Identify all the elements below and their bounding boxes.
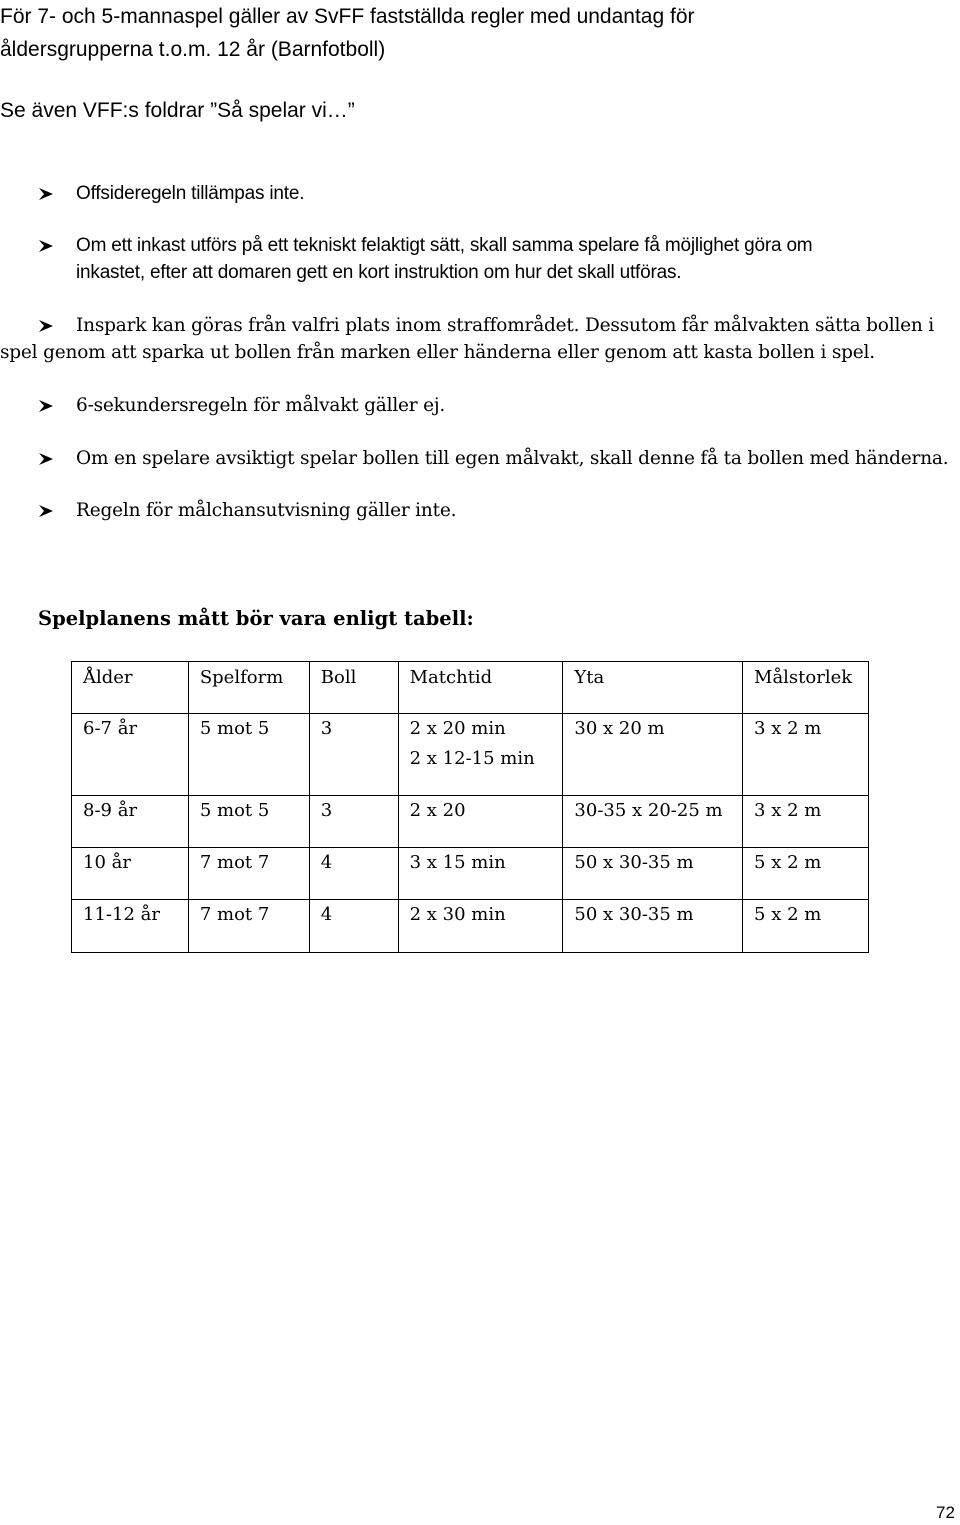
cell-ball: 4 xyxy=(309,900,398,953)
rule-text-line-2: spel genom att sparka ut bollen från marken eller händerna eller genom att kasta bollen i spel. xyxy=(0,342,875,363)
table-header-row xyxy=(72,662,869,714)
arrowhead-bullet-icon xyxy=(38,318,54,334)
arrowhead-bullet-icon xyxy=(38,186,54,202)
rule-text-line-1: Inspark kan göras från valfri plats inom straffområdet. Dessutom får målvakten sätta bollen i xyxy=(76,315,935,336)
cell-area: 30 x 20 m xyxy=(563,714,743,796)
cell-format: 7 mot 7 xyxy=(188,900,309,953)
pitch-dimensions-table xyxy=(71,661,869,953)
column-header-age: Ålder xyxy=(72,662,189,714)
table-row xyxy=(72,848,869,900)
table-row xyxy=(72,900,869,953)
arrowhead-bullet-icon xyxy=(38,503,54,519)
rule-text-line-2: inkastet, efter att domaren gett en kort instruktion om hur det skall utföras. xyxy=(76,262,682,283)
rule-text: 6-sekundersregeln för målvakt gäller ej. xyxy=(76,395,446,416)
cell-match-time-line-2: 2 x 12-15 min xyxy=(409,748,535,769)
cell-age: 10 år xyxy=(72,848,189,900)
cell-goal-size: 3 x 2 m xyxy=(743,796,869,848)
rule-text xyxy=(76,232,956,283)
column-header-area: Yta xyxy=(563,662,743,714)
cell-age: 8-9 år xyxy=(72,796,189,848)
arrowhead-bullet-icon xyxy=(38,398,54,414)
cell-age: 11-12 år xyxy=(72,900,189,953)
cell-match-time: 3 x 15 min xyxy=(398,848,563,900)
heading-line-2: åldersgrupperna t.o.m. 12 år (Barnfotboll) xyxy=(0,38,386,61)
cell-ball: 4 xyxy=(309,848,398,900)
cell-match-time-line-1: 2 x 20 min xyxy=(409,718,506,739)
cell-match-time: 2 x 20 xyxy=(398,796,563,848)
rule-text-line-1: Om ett inkast utförs på ett tekniskt felaktigt sätt, skall samma spelare få möjlighet göra om xyxy=(76,235,813,256)
arrowhead-bullet-icon xyxy=(38,451,54,467)
rule-text xyxy=(0,312,956,363)
cell-ball: 3 xyxy=(309,796,398,848)
table-row xyxy=(72,714,869,796)
cell-goal-size: 5 x 2 m xyxy=(743,848,869,900)
cell-goal-size: 5 x 2 m xyxy=(743,900,869,953)
cell-format: 5 mot 5 xyxy=(188,714,309,796)
cell-age: 6-7 år xyxy=(72,714,189,796)
cell-format: 7 mot 7 xyxy=(188,848,309,900)
cell-area: 30-35 x 20-25 m xyxy=(563,796,743,848)
cell-area: 50 x 30-35 m xyxy=(563,848,743,900)
cell-match-time: 2 x 30 min xyxy=(398,900,563,953)
rule-text: Om en spelare avsiktigt spelar bollen till egen målvakt, skall denne få ta bollen med händerna. xyxy=(76,448,949,469)
cell-match-time xyxy=(398,714,563,796)
arrowhead-bullet-icon xyxy=(38,238,54,254)
page-heading xyxy=(0,0,920,66)
rule-text: Offsideregeln tillämpas inte. xyxy=(76,183,305,204)
table-row xyxy=(72,796,869,848)
table-title: Spelplanens mått bör vara enligt tabell: xyxy=(38,607,474,630)
cell-format: 5 mot 5 xyxy=(188,796,309,848)
column-header-format: Spelform xyxy=(188,662,309,714)
cell-area: 50 x 30-35 m xyxy=(563,900,743,953)
column-header-match-time: Matchtid xyxy=(398,662,563,714)
column-header-goal-size: Målstorlek xyxy=(743,662,869,714)
page-number: 72 xyxy=(936,1503,955,1522)
rule-text: Regeln för målchansutvisning gäller inte. xyxy=(76,500,457,521)
heading-line-1: För 7- och 5-mannaspel gäller av SvFF fastställda regler med undantag för xyxy=(0,5,695,28)
cell-ball: 3 xyxy=(309,714,398,796)
column-header-ball: Boll xyxy=(309,662,398,714)
see-also-note: Se även VFF:s foldrar ”Så spelar vi…” xyxy=(0,99,355,122)
cell-goal-size: 3 x 2 m xyxy=(743,714,869,796)
